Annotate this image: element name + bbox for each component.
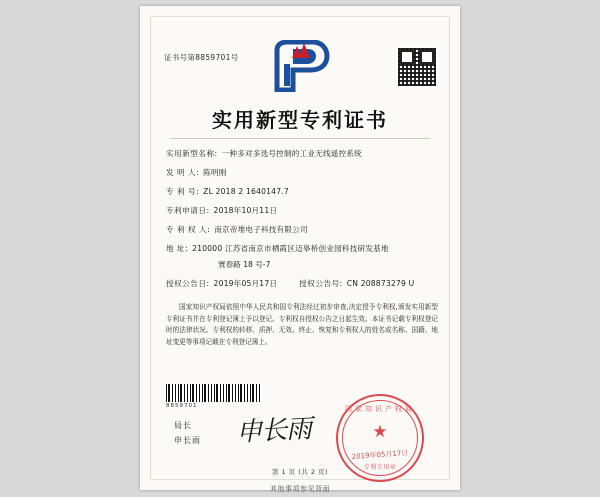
field-row-name bbox=[166, 148, 438, 160]
legal-paragraph-text: 国家知识产权局依照中华人民共和国专利法经过初步审查,决定授予专利权,颁发实用新型专利证书并在专利登记簿上予以登记。专利权自授权公告之日起生效。本证书记载专利权登记时的法律状况。专利权的转移、质押、无效、终止、恢复和专利权人的姓名或名称、国籍、地址变更等事项记载在专利登记簿上。 bbox=[166, 303, 438, 346]
seal-star-icon: ★ bbox=[372, 422, 388, 442]
signature-label-line1: 局长 bbox=[174, 421, 192, 430]
field-value: 陈明刚 bbox=[203, 168, 227, 177]
field-label: 授权公告日: bbox=[166, 279, 210, 288]
seal-bottom-text: 专利专用章 bbox=[363, 464, 397, 471]
field-row-filing-date bbox=[166, 205, 438, 217]
grant-date-segment bbox=[166, 278, 277, 290]
qr-code-icon bbox=[396, 46, 438, 88]
signature-label-line2: 申长雨 bbox=[174, 436, 201, 445]
field-value: 2018年10月11日 bbox=[213, 206, 278, 215]
field-value: 210000 江苏省南京市栖霞区迈皋桥创业园科技研发基地 bbox=[192, 244, 389, 253]
barcode-icon bbox=[166, 384, 262, 402]
barcode-number: 8859701 bbox=[166, 403, 198, 409]
signature-handwriting: 申长雨 bbox=[235, 414, 312, 448]
field-value: 一种多对多选号控制的工业无线遥控系统 bbox=[221, 149, 362, 158]
outside-footer: 其他事项参见背面 bbox=[270, 485, 330, 493]
title-divider bbox=[170, 138, 430, 139]
field-row-patentee bbox=[166, 224, 438, 236]
field-label: 实用新型名称: bbox=[166, 149, 218, 158]
legal-paragraph bbox=[166, 302, 438, 353]
field-label: 地 址: bbox=[166, 244, 189, 253]
field-value: CN 208873279 U bbox=[346, 279, 415, 288]
address-second-line: 寰春路 18 号-7 bbox=[218, 260, 271, 269]
field-row-address bbox=[166, 243, 438, 255]
grant-number-segment bbox=[299, 278, 414, 290]
field-value: 2019年05月17日 bbox=[213, 279, 278, 288]
seal-date: 2019年05月17日 bbox=[351, 449, 409, 461]
cnipa-emblem-icon bbox=[263, 40, 337, 92]
field-label: 专 利 号: bbox=[166, 187, 200, 196]
field-list bbox=[166, 148, 438, 297]
certificate-number: 证书号第8859701号 bbox=[164, 53, 239, 62]
field-value: 南京帝堆电子科技有限公司 bbox=[214, 225, 308, 234]
field-label: 发 明 人: bbox=[166, 168, 200, 177]
field-row-grant bbox=[166, 278, 438, 290]
certificate-sheet bbox=[140, 6, 460, 490]
field-row-inventor bbox=[166, 167, 438, 179]
seal-top-text: 国家知识产权局 bbox=[345, 405, 415, 413]
field-row-patent-no bbox=[166, 186, 438, 198]
field-value: ZL 2018 2 1640147.7 bbox=[203, 187, 289, 196]
field-label: 授权公告号: bbox=[299, 279, 343, 288]
field-label: 专利申请日: bbox=[166, 206, 210, 215]
page-title: 实用新型专利证书 bbox=[212, 108, 388, 132]
page-footer: 第 1 页 (共 2 页) bbox=[271, 468, 329, 476]
field-label: 专 利 权 人: bbox=[166, 225, 211, 234]
signature-label bbox=[174, 418, 201, 448]
